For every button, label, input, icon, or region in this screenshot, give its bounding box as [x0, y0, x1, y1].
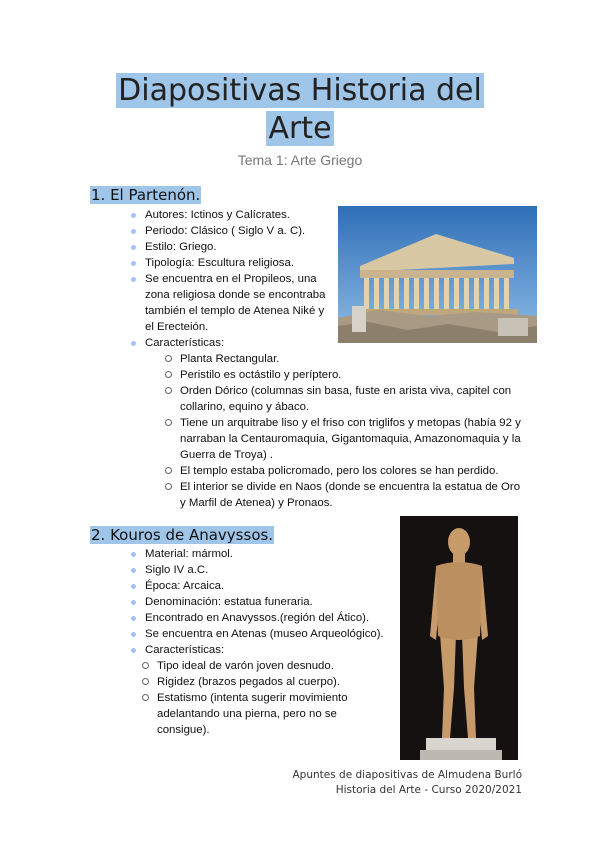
list-item: Tipología: Escultura religiosa.: [145, 255, 335, 271]
list-item: Denominación: estatua funeraria.: [145, 594, 395, 610]
characteristics-sublist: [180, 351, 525, 511]
title-line-1: Diapositivas Historia del: [118, 73, 482, 108]
page-title: [70, 72, 530, 148]
sublist-item: Tiene un arquitrabe liso y el friso con triglifos y metopas (había 92 y narraban la Centauromaquia, Gigantomaquia, Amazonomaquia y la Guerra de Troya) .: [180, 415, 525, 463]
list-item-label: Características:: [145, 644, 225, 656]
sublist-item: Rigidez (brazos pegados al cuerpo).: [157, 674, 382, 690]
list-item: Siglo IV a.C.: [145, 562, 395, 578]
parthenon-photo: [338, 206, 537, 343]
footer-line-2: Historia del Arte - Curso 2020/2021: [335, 784, 522, 796]
section-heading-partenon: [90, 186, 201, 204]
sublist-item: Planta Rectangular.: [180, 351, 525, 367]
list-item: Época: Arcaica.: [145, 578, 395, 594]
sublist-item: El interior se divide en Naos (donde se encuentra la estatua de Oro y Marfil de Atenea) y Pronaos.: [180, 479, 525, 511]
list-item: Material: mármol.: [145, 546, 395, 562]
section-heading-kouros: [90, 526, 274, 544]
list-item: Se encuentra en Atenas (museo Arqueológico).: [145, 626, 395, 642]
partenon-list: [145, 207, 521, 511]
list-item-characteristics: [145, 642, 395, 738]
list-item-characteristics: [145, 335, 521, 511]
list-item: Se encuentra en el Propileos, una zona religiosa donde se encontraba también el templo de Atenea Niké y el Erecteión.: [145, 271, 335, 335]
list-item-label: Características:: [145, 337, 225, 349]
footer-line-1: Apuntes de diapositivas de Almudena Burló: [292, 769, 522, 781]
kouros-list: [145, 546, 395, 738]
section-heading-text: 2. Kouros de Anavyssos.: [91, 526, 274, 544]
sublist-item: Orden Dórico (columnas sin basa, fuste en arista viva, capitel con collarino, equino y ábaco.: [180, 383, 525, 415]
footer-credits: [292, 768, 522, 798]
list-item: Periodo: Clásico ( Siglo V a. C).: [145, 223, 335, 239]
sublist-item: Peristilo es octástilo y períptero.: [180, 367, 525, 383]
section-heading-text: 1. El Partenón.: [91, 186, 201, 204]
list-item: Autores: Ictinos y Calícrates.: [145, 207, 335, 223]
sublist-item: Estatismo (intenta sugerir movimiento adelantando una pierna, pero no se consigue).: [157, 690, 382, 738]
sublist-item: Tipo ideal de varón joven desnudo.: [157, 658, 382, 674]
list-item: Encontrado en Anavyssos.(región del Ático).: [145, 610, 395, 626]
characteristics-sublist: [157, 658, 382, 738]
list-item: Estilo: Griego.: [145, 239, 335, 255]
kouros-statue-photo: [400, 516, 518, 760]
page-subtitle: Tema 1: Arte Griego: [237, 152, 363, 168]
sublist-item: El templo estaba policromado, pero los colores se han perdido.: [180, 463, 525, 479]
title-line-2: Arte: [268, 111, 332, 146]
